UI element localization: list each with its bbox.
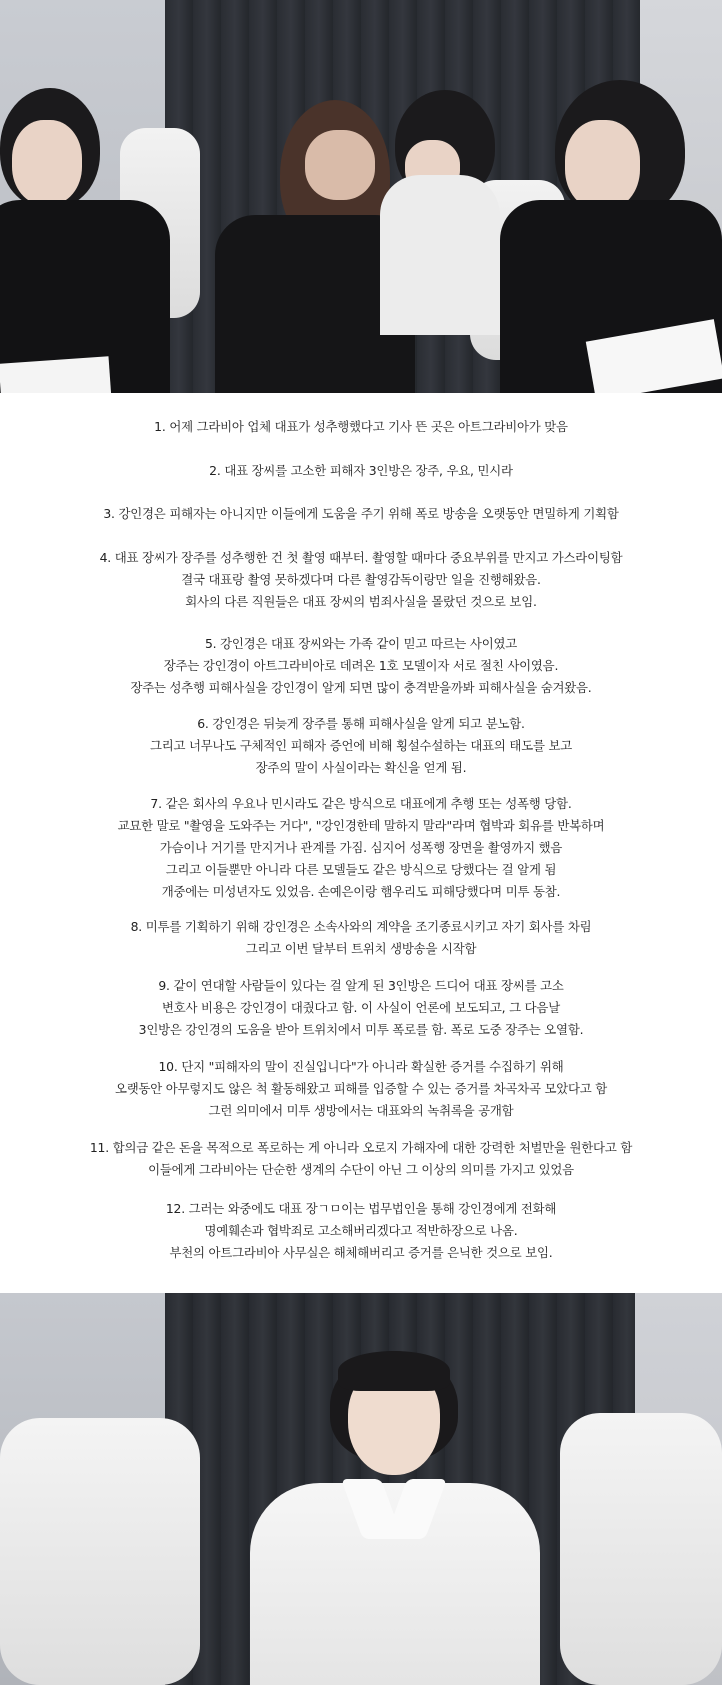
chair [0,1418,200,1685]
text-line: 7. 같은 회사의 우요나 민시라도 같은 방식으로 대표에게 추행 또는 성폭행 당함. [150,796,572,811]
text-line: 결국 대표랑 촬영 못하겠다며 다른 촬영감독이랑만 일을 진행해왔음. [181,572,541,587]
paragraph-10 [0,1056,722,1122]
text-line: 교묘한 말로 "촬영을 도와주는 거다", "강인경한테 말하지 말라"라며 협박과 회유를 반복하며 [117,818,605,833]
text-line: 1. 어제 그라비아 업체 대표가 성추행했다고 기사 뜬 곳은 아트그라비아가 맞음 [154,419,568,434]
text-line: 그런 의미에서 미투 생방에서는 대표와의 녹취록을 공개함 [208,1103,514,1118]
text-line: 그리고 너무나도 구체적인 피해자 증언에 비해 횡설수설하는 대표의 태도를 보고 [149,738,573,753]
text-line: 2. 대표 장씨를 고소한 피해자 3인방은 장주, 우요, 민시라 [209,463,513,478]
text-line: 회사의 다른 직원들은 대표 장씨의 범죄사실을 몰랐던 것으로 보임. [185,594,537,609]
text-line: 변호사 비용은 강인경이 대줬다고 함. 이 사실이 언론에 보도되고, 그 다음날 [162,1000,560,1015]
text-line: 개중에는 미성년자도 있었음. 손예은이랑 햄우리도 피해당했다며 미투 동참. [161,884,561,899]
text-line: 3. 강인경은 피해자는 아니지만 이들에게 도움을 주기 위해 폭로 방송을 오랫동안 면밀하게 기획함 [103,506,619,521]
text-line: 4. 대표 장씨가 장주를 성추행한 건 첫 촬영 때부터. 촬영할 때마다 중요부위를 만지고 가스라이팅함 [99,550,623,565]
paragraph-6 [0,713,722,779]
paragraph-9 [0,975,722,1041]
text-line: 가슴이나 거기를 만지거나 관계를 가짐. 심지어 성폭행 장면을 촬영까지 했음 [159,840,563,855]
paragraph-12 [0,1198,722,1264]
text-line: 장주는 성추행 피해사실을 강인경이 알게 되면 많이 충격받을까봐 피해사실을 숨겨왔음. [130,680,592,695]
text-line: 명예훼손과 협박죄로 고소해버리겠다고 적반하장으로 나옴. [204,1223,518,1238]
text-line: 3인방은 강인경의 도움을 받아 트위치에서 미투 폭로를 함. 폭로 도중 장주는 오열함. [138,1022,584,1037]
article-text [0,393,722,1293]
top-photo [0,0,722,393]
text-line: 장주는 강인경이 아트그라비아로 데려온 1호 모델이자 서로 절친 사이였음. [163,658,559,673]
bottom-photo [0,1293,722,1685]
text-line: 5. 강인경은 대표 장씨와는 가족 같이 믿고 따르는 사이였고 [204,636,518,651]
paragraph-4 [0,547,722,613]
paragraph-8 [0,916,722,960]
person-bangs [338,1351,450,1391]
paper [0,356,111,393]
text-line: 부천의 아트그라비아 사무실은 해체해버리고 증거를 은닉한 것으로 보임. [169,1245,553,1260]
paragraph-11 [0,1137,722,1181]
text-line: 12. 그러는 와중에도 대표 장ㄱㅁ이는 법무법인을 통해 강인경에게 전화해 [165,1201,557,1216]
paragraph-3 [0,503,722,525]
chair [560,1413,722,1685]
text-line: 이들에게 그라비아는 단순한 생계의 수단이 아닌 그 이상의 의미를 가지고 있었음 [148,1162,574,1177]
text-line: 8. 미투를 기획하기 위해 강인경은 소속사와의 계약을 조기종료시키고 자기 회사를 차림 [130,919,592,934]
text-line: 그리고 이번 달부터 트위치 생방송을 시작함 [245,941,477,956]
text-line: 10. 단지 "피해자의 말이 진실입니다"가 아니라 확실한 증거를 수집하기 위해 [158,1059,564,1074]
text-line: 6. 강인경은 뒤늦게 장주를 통해 피해사실을 알게 되고 분노함. [197,716,525,731]
text-line: 11. 합의금 같은 돈을 목적으로 폭로하는 게 아니라 오로지 가해자에 대한 강력한 처벌만을 원한다고 함 [89,1140,633,1155]
text-line: 그리고 이들뿐만 아니라 다른 모델들도 같은 방식으로 당했다는 걸 알게 됨 [165,862,557,877]
text-line: 9. 같이 연대할 사람들이 있다는 걸 알게 된 3인방은 드디어 대표 장씨를 고소 [158,978,564,993]
paragraph-5 [0,633,722,699]
text-line: 장주의 말이 사실이라는 확신을 얻게 됨. [255,760,467,775]
text-line: 오랫동안 아무렇지도 않은 척 활동해왔고 피해를 입증할 수 있는 증거를 차곡차곡 모았다고 함 [114,1081,608,1096]
paragraph-2 [0,460,722,482]
paragraph-1 [0,416,722,438]
paragraph-7 [0,793,722,903]
